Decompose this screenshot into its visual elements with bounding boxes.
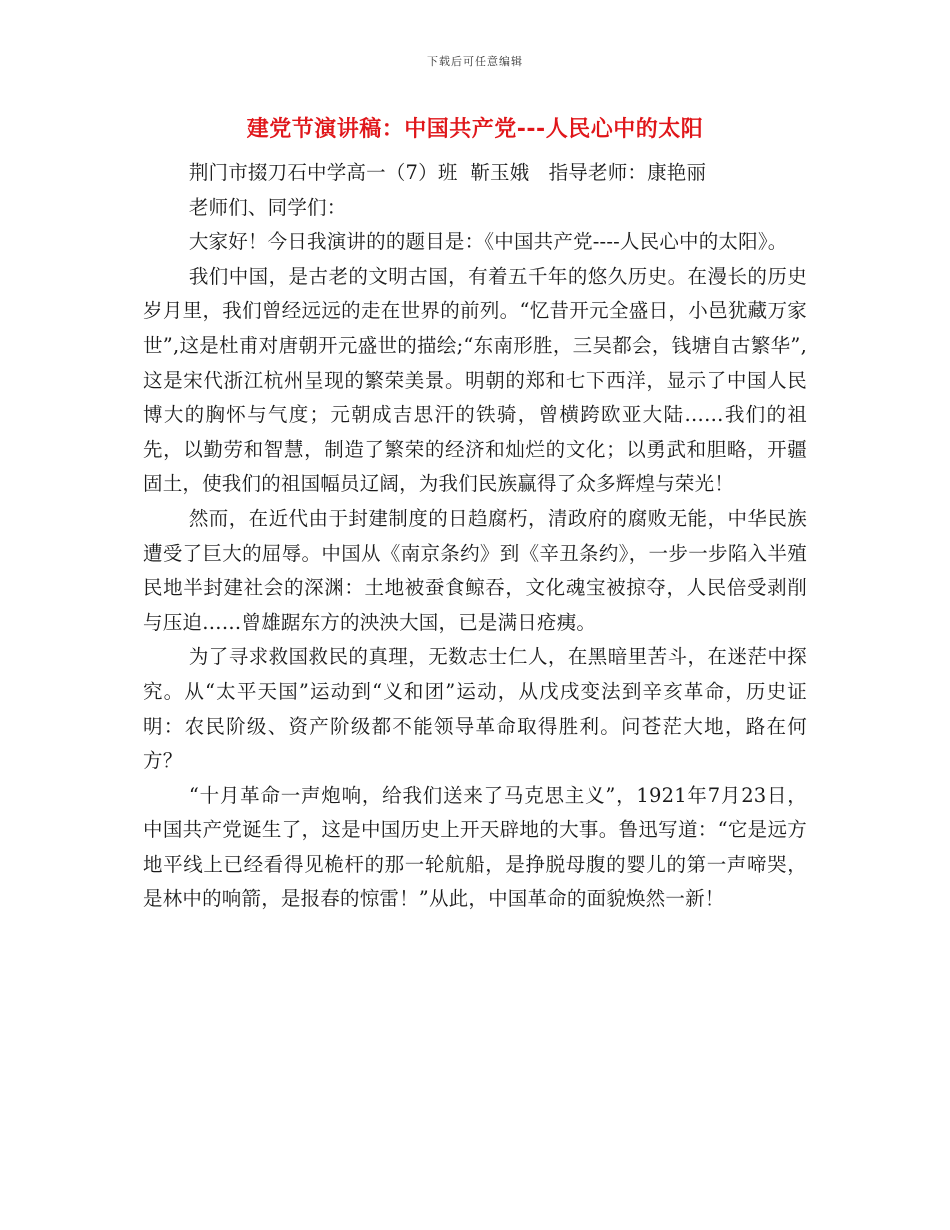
paragraph: 为了寻求救国救民的真理，无数志士仁人，在黑暗里苦斗，在迷茫中探究。从“太平天国”运动到“义和团”运动，从戊戌变法到辛亥革命，历史证明：农民阶级、资产阶级都不能领导革命取得胜利。问苍茫大地，路在何方？ [143,645,807,773]
paragraph: 我们中国，是古老的文明古国，有着五千年的悠久历史。在漫长的历史岁月里，我们曾经远远的走在世界的前列。“忆昔开元全盛日，小邑犹藏万家世”,这是杜甫对唐朝开元盛世的描绘;“东南形胜，三吴都会，钱塘自古繁华”,这是宋代浙江杭州呈现的繁荣美景。明朝的郑和七下西洋，显示了中国人民博大的胸怀与气度；元朝成吉思汗的铁骑，曾横跨欧亚大陆……我们的祖先，以勤劳和智慧，制造了繁荣的经济和灿烂的文化；以勇武和胆略，开疆固土，使我们的祖国幅员辽阔，为我们民族赢得了众多辉煌与荣光！ [143,264,807,496]
paragraph: 然而，在近代由于封建制度的日趋腐朽，清政府的腐败无能，中华民族遭受了巨大的屈辱。中国从《南京条约》到《辛丑条约》，一步一步陷入半殖民地半封建社会的深渊：土地被蚕食鲸吞，文化魂宝被掠夺，人民倍受剥削与压迫……曾雄踞东方的泱泱大国，已是满日疮痍。 [143,506,807,634]
greeting: 老师们、同学们： [188,195,347,219]
document-body [143,156,807,917]
paragraph: 大家好！今日我演讲的的题目是：《中国共产党----人民心中的太阳》。 [188,230,788,254]
document-title: 建党节演讲稿：中国共产党---人民心中的太阳 [246,117,704,142]
header-note: 下载后可任意编辑 [427,55,523,68]
byline: 荆门市掇刀石中学高一（7）班 靳玉娥 指导老师：康艳丽 [188,161,707,184]
paragraph: “十月革命一声炮响，给我们送来了马克思主义”，1921年7月23日，中国共产党诞生了，这是中国历史上开天辟地的大事。鲁迅写道：“它是远方地平线上已经看得见桅杆的那一轮航船，是挣脱母腹的婴儿的第一声啼哭，是林中的响箭，是报春的惊雷！”从此，中国革命的面貌焕然一新！ [143,783,807,911]
